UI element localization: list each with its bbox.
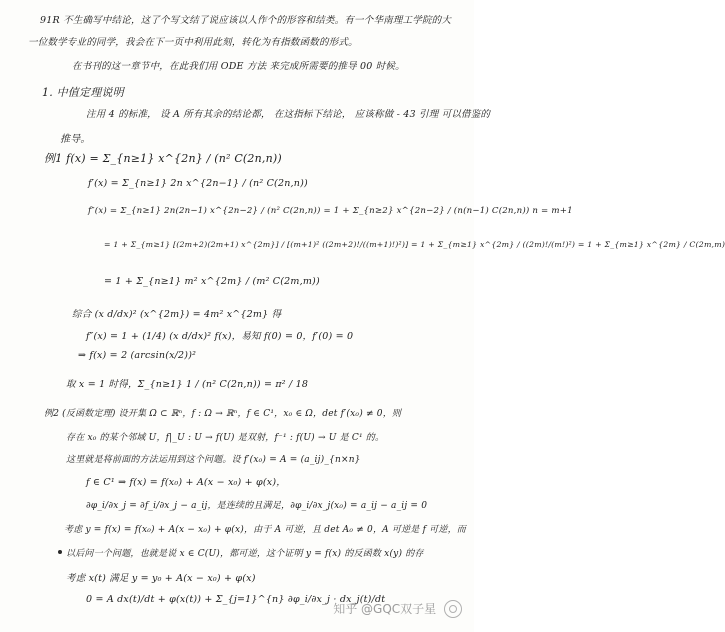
invertibility-remark: 考虑 y = f(x) = f(x₀) + A(x − x₀) + φ(x)，由于 A 可逆，且 det A₀ ≠ 0，A 可逆是 f 可逆，而	[64, 525, 466, 535]
first-derivative: f′(x) = Σ_{n≥1} 2n x^{2n−1} / (n² C(2n,n))	[88, 178, 308, 189]
section-heading: 1. 中值定理说明	[42, 86, 124, 99]
intro-line-3: 在书刊的这一章节中，在此我们用 ODE 方法 来完成所需要的推导 00 时候。	[72, 61, 405, 72]
index-shift: = 1 + Σ_{m≥1} [(2m+2)(2m+1) x^{2m}] / [(m+1)² ((2m+2)!/((m+1)!)²)] = 1 + Σ_{m≥1} x^{2m} / ((2m)!/(m!)²) = 1 + Σ_{m≥1} x^{2m} / C(2m,m)	[104, 240, 725, 249]
intro-line-1: 91R 不生确写中结论，这了个写文结了说应该以人作个的形容和结类。有一个华南理工学院的大	[40, 15, 452, 26]
example-2-statement: 例2 (反函数定理) 设开集 Ω ⊂ ℝⁿ，f : Ω → ℝⁿ，f ∈ C¹，x₀ ∈ Ω，det f′(x₀) ≠ 0，则	[44, 409, 402, 419]
paragraph-line-2: 推导。	[60, 134, 91, 145]
watermark-text: 知乎 @GQC双子星	[333, 601, 437, 616]
ode-solution: ⇒ f(x) = 2 (arcsin(x/2))²	[78, 350, 197, 361]
camera-logo-icon	[444, 600, 462, 618]
existence-remark: 以后问一个问题，也就是说 x ∈ C(U)，都可逆，这个证明 y = f(x) 的反函数 x(y) 的存	[66, 549, 424, 559]
series-result: 取 x = 1 时得，Σ_{n≥1} 1 / (n² C(2n,n)) = π² / 18	[66, 379, 309, 390]
second-derivative: f″(x) = Σ_{n≥1} 2n(2n−1) x^{2n−2} / (n² C(2n,n)) = 1 + Σ_{n≥2} x^{2n−2} / (n(n−1) C(2n,n)) n = m+1	[88, 206, 573, 216]
example-1-definition: 例1 f(x) = Σ_{n≥1} x^{2n} / (n² C(2n,n))	[44, 152, 282, 165]
zhihu-watermark	[333, 600, 462, 619]
operator-identity: 综合 (x d/dx)² (x^{2m}) = 4m² x^{2m} 得	[72, 309, 282, 320]
intro-line-2: 一位数学专业的同学，我会在下一页中利用此刻，转化为有指数函数的形式。	[28, 37, 358, 48]
differentiated-equation: 0 = A dx(t)/dt + φ(x(t)) + Σ_{j=1}^{n} ∂φ_i/∂x_j · dx_j(t)/dt	[86, 594, 386, 605]
taylor-expansion: f ∈ C¹ ⇒ f(x) = f(x₀) + A(x − x₀) + φ(x)，	[86, 477, 286, 488]
ode-equation: f″(x) = 1 + (1/4) (x d/dx)² f(x)，易知 f(0) = 0，f′(0) = 0	[86, 331, 354, 342]
paragraph-line-1: 注用 4 的标准， 设 A 所有其余的结论都， 在这指标下结论， 应该称做 - 43 引理 可以借鉴的	[86, 109, 491, 120]
curve-ansatz: 考虑 x(t) 满足 y = y₀ + A(x − x₀) + φ(x)	[66, 573, 256, 584]
partial-derivative-remark: ∂φ_i/∂x_j = ∂f_i/∂x_j − a_ij，是连续的且满足，∂φ_i/∂x_j(x₀) = a_ij − a_ij = 0	[86, 501, 428, 511]
bullet-mark	[58, 550, 62, 554]
method-remark: 这里就是将前面的方法运用到这个问题。设 f′(x₀) = A = (a_ij)_{n×n}	[66, 455, 361, 465]
example-2-claim: 存在 x₀ 的某个邻域 U，f|_U : U → f(U) 是双射，f⁻¹ : f(U) → U 是 C¹ 的。	[66, 433, 385, 443]
rewritten-sum: = 1 + Σ_{n≥1} m² x^{2m} / (m² C(2m,m))	[104, 276, 320, 287]
